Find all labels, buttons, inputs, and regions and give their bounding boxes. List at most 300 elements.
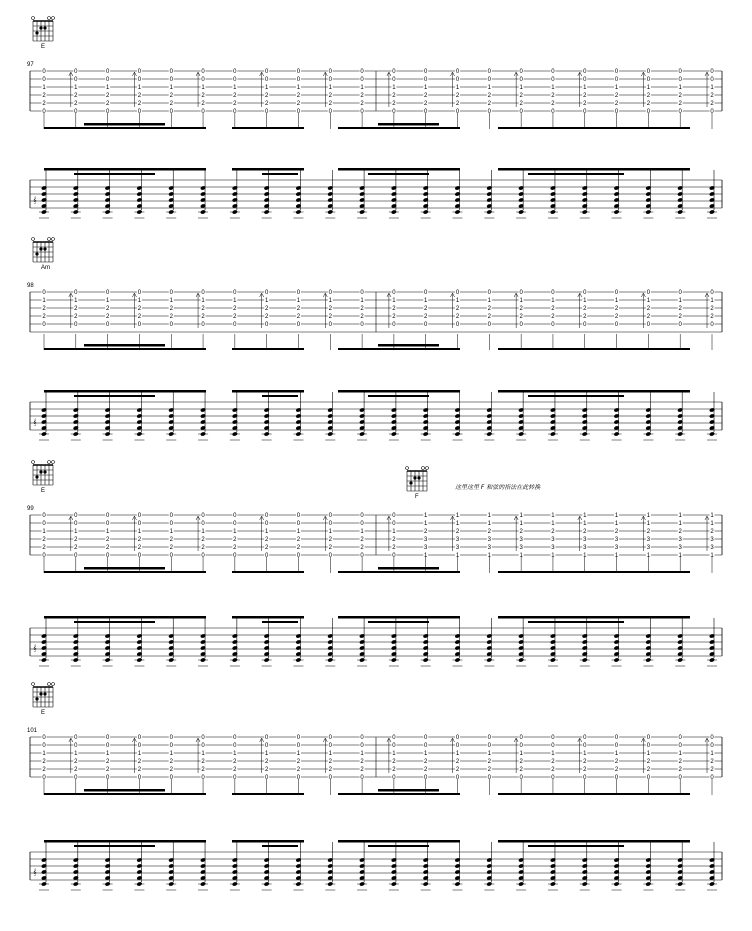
tab-fret-column <box>323 734 333 796</box>
tab-beam <box>498 348 690 350</box>
tab-fret-number: 0 <box>583 109 587 116</box>
tab-fret-number: 0 <box>169 743 173 750</box>
tab-fret-number: 2 <box>137 101 142 108</box>
tab-fret-number: 0 <box>169 521 173 528</box>
tab-fret-number: 2 <box>328 545 332 552</box>
tab-fret-number: 1 <box>328 298 332 305</box>
tab-fret-number: 0 <box>487 735 492 742</box>
tab-fret-number: 0 <box>233 513 237 520</box>
tab-fret-number: 2 <box>424 93 428 100</box>
tab-fret-number: 1 <box>551 298 555 305</box>
tab-fret-column <box>578 734 588 796</box>
tab-fret-column <box>578 512 588 574</box>
tab-fret-number: 0 <box>137 521 142 528</box>
tab-fret-number: 0 <box>74 735 78 742</box>
tab-fret-number: 2 <box>105 314 110 321</box>
tab-fret-number: 0 <box>201 69 205 76</box>
tab-fret-number: 1 <box>105 529 110 536</box>
tab-fret-number: 2 <box>646 767 651 774</box>
tab-fret-number: 2 <box>74 767 78 774</box>
tab-fret-number: 0 <box>233 521 237 528</box>
tab-fret-number: 2 <box>169 545 173 552</box>
tab-fret-number: 3 <box>583 537 587 544</box>
tab-fret-number: 2 <box>487 101 492 108</box>
tab-fret-number: 1 <box>455 521 460 528</box>
tab-fret-number: 2 <box>710 306 714 313</box>
tab-fret-number: 1 <box>583 298 587 305</box>
tab-fret-number: 1 <box>264 529 269 536</box>
tab-fret-column <box>323 289 333 351</box>
tab-fret-number: 0 <box>424 743 428 750</box>
tab-fret-number: 2 <box>392 93 396 100</box>
tab-fret-number: 0 <box>392 521 396 528</box>
tab-fret-column <box>69 289 79 351</box>
tab-beam <box>232 793 304 795</box>
tab-fret-number: 0 <box>74 743 78 750</box>
tab-beam <box>338 571 460 573</box>
tab-fret-number: 2 <box>328 314 332 321</box>
tab-fret-number: 0 <box>42 109 46 116</box>
tab-fret-number: 1 <box>583 513 587 520</box>
tab-fret-number: 0 <box>74 77 78 84</box>
tab-fret-number: 1 <box>233 85 237 92</box>
tab-fret-number: 1 <box>678 298 682 305</box>
tab-fret-number: 2 <box>424 101 428 108</box>
tab-fret-number: 3 <box>646 545 651 552</box>
tab-fret-column <box>296 68 301 130</box>
tab-fret-number: 0 <box>551 735 555 742</box>
tab-fret-number: 2 <box>264 537 269 544</box>
tab-fret-number: 0 <box>328 322 332 329</box>
tab-fret-number: 0 <box>455 290 460 297</box>
tab-fret-number: 0 <box>678 775 682 782</box>
tab-fret-number: 0 <box>105 513 110 520</box>
tab-fret-number: 1 <box>424 85 428 92</box>
tab-fret-number: 2 <box>328 306 332 313</box>
tab-fret-number: 2 <box>328 93 332 100</box>
tab-fret-number: 0 <box>201 77 205 84</box>
tab-fret-number: 2 <box>392 306 396 313</box>
tab-fret-column <box>169 68 174 130</box>
tab-fret-number: 0 <box>42 521 46 528</box>
tab-fret-number: 2 <box>646 529 651 536</box>
tab-fret-number: 0 <box>296 513 301 520</box>
tab-fret-number: 2 <box>201 101 205 108</box>
tab-fret-number: 2 <box>201 767 205 774</box>
tab-beam <box>44 127 206 129</box>
tab-fret-column <box>360 289 365 351</box>
tab-fret-number: 0 <box>137 743 142 750</box>
tab-fret-number: 0 <box>296 109 301 116</box>
tab-fret-number: 1 <box>424 513 428 520</box>
tab-fret-column <box>423 289 428 351</box>
tab-fret-number: 1 <box>710 513 714 520</box>
tab-fret-number: 0 <box>328 109 332 116</box>
tab-fret-number: 0 <box>519 77 523 84</box>
tab-fret-column <box>360 68 365 130</box>
tab-fret-number: 0 <box>264 69 269 76</box>
tab-fret-number: 0 <box>74 521 78 528</box>
tab-fret-number: 3 <box>455 545 460 552</box>
tab-fret-number: 1 <box>392 85 396 92</box>
tab-fret-number: 1 <box>551 521 555 528</box>
tab-fret-number: 0 <box>678 735 682 742</box>
tab-fret-number: 0 <box>455 775 460 782</box>
tab-fret-number: 3 <box>614 545 619 552</box>
tab-fret-number: 3 <box>710 545 714 552</box>
tab-fret-number: 2 <box>551 93 555 100</box>
tab-beam <box>338 348 460 350</box>
tab-fret-number: 3 <box>487 537 492 544</box>
chord-grid <box>30 16 56 46</box>
tab-fret-column <box>550 512 555 574</box>
tab-fret-number: 0 <box>583 775 587 782</box>
tab-fret-number: 0 <box>233 775 237 782</box>
tab-fret-number: 2 <box>296 767 301 774</box>
tab-beam <box>498 571 690 573</box>
treble-clef-icon: 𝄞 <box>33 646 37 652</box>
tab-fret-number: 0 <box>424 775 428 782</box>
tab-fret-column <box>451 734 461 796</box>
tab-fret-number: 1 <box>264 751 269 758</box>
tab-fret-number: 0 <box>42 513 46 520</box>
tab-fret-number: 0 <box>360 77 364 84</box>
notation-staff <box>0 160 752 240</box>
tab-fret-number: 2 <box>646 306 651 313</box>
tab-fret-number: 2 <box>519 529 523 536</box>
tab-fret-number: 1 <box>455 85 460 92</box>
tab-fret-number: 1 <box>614 751 619 758</box>
tab-fret-number: 2 <box>360 93 364 100</box>
tab-fret-number: 0 <box>42 290 46 297</box>
tab-fret-number: 0 <box>137 735 142 742</box>
tab-fret-number: 0 <box>424 735 428 742</box>
tab-fret-number: 2 <box>42 314 46 321</box>
tab-fret-number: 2 <box>614 314 619 321</box>
tab-fret-column <box>169 512 174 574</box>
tab-fret-number: 0 <box>519 322 523 329</box>
tab-fret-number: 3 <box>519 537 523 544</box>
tab-fret-number: 2 <box>678 759 682 766</box>
tab-fret-number: 0 <box>646 775 651 782</box>
tab-fret-number: 2 <box>710 314 714 321</box>
tab-fret-number: 1 <box>678 521 682 528</box>
tab-fret-number: 2 <box>137 537 142 544</box>
tab-fret-number: 2 <box>105 759 110 766</box>
tab-fret-number: 1 <box>678 553 682 560</box>
tab-fret-number: 3 <box>455 537 460 544</box>
tab-fret-number: 2 <box>583 529 587 536</box>
tab-fret-number: 1 <box>710 521 714 528</box>
tab-fret-number: 1 <box>360 298 364 305</box>
tab-fret-column <box>296 289 301 351</box>
tab-fret-number: 2 <box>137 759 142 766</box>
tab-fret-number: 2 <box>455 314 460 321</box>
tab-fret-number: 2 <box>487 767 492 774</box>
tab-fret-column <box>296 512 301 574</box>
tab-fret-number: 0 <box>519 69 523 76</box>
tab-fret-number: 0 <box>201 735 205 742</box>
tab-fret-number: 2 <box>710 93 714 100</box>
tab-fret-number: 2 <box>424 759 428 766</box>
tab-beam <box>44 348 206 350</box>
tab-fret-number: 2 <box>392 101 396 108</box>
tab-fret-number: 0 <box>74 553 78 560</box>
tab-fret-number: 3 <box>678 545 682 552</box>
tab-fret-number: 0 <box>519 775 523 782</box>
tab-fret-number: 0 <box>201 553 205 560</box>
tab-fret-number: 1 <box>455 513 460 520</box>
tab-fret-number: 0 <box>360 109 364 116</box>
tab-fret-number: 1 <box>614 513 619 520</box>
measure-number: 97 <box>27 62 34 68</box>
tab-fret-number: 2 <box>583 314 587 321</box>
tab-fret-number: 2 <box>646 93 651 100</box>
tab-fret-number: 0 <box>201 322 205 329</box>
treble-clef-icon: 𝄞 <box>33 198 37 204</box>
tab-fret-number: 0 <box>614 775 619 782</box>
tab-fret-number: 1 <box>105 298 110 305</box>
tab-fret-number: 2 <box>678 529 682 536</box>
tab-fret-number: 2 <box>42 759 46 766</box>
tab-fret-number: 2 <box>233 306 237 313</box>
tab-fret-number: 0 <box>296 735 301 742</box>
measure-number: 98 <box>27 283 34 289</box>
tab-fret-number: 1 <box>614 521 619 528</box>
tab-fret-number: 0 <box>42 322 46 329</box>
tab-fret-number: 0 <box>424 77 428 84</box>
tab-fret-number: 0 <box>614 290 619 297</box>
tab-fret-column <box>69 512 79 574</box>
tab-fret-column <box>614 512 619 574</box>
tab-fret-number: 2 <box>583 759 587 766</box>
tab-fret-number: 1 <box>328 529 332 536</box>
tab-fret-column <box>196 289 206 351</box>
tab-fret-number: 0 <box>360 743 364 750</box>
tab-fret-number: 1 <box>646 85 651 92</box>
tab-fret-number: 0 <box>169 290 173 297</box>
tab-fret-number: 2 <box>233 314 237 321</box>
tab-fret-number: 2 <box>614 93 619 100</box>
tab-fret-column <box>105 68 110 130</box>
tab-fret-number: 0 <box>264 322 269 329</box>
tab-beam <box>232 348 304 350</box>
tab-fret-number: 2 <box>42 537 46 544</box>
tab-fret-number: 0 <box>646 109 651 116</box>
tab-fret-column <box>487 734 492 796</box>
tab-fret-number: 2 <box>105 101 110 108</box>
tab-fret-number: 0 <box>328 69 332 76</box>
tab-fret-number: 0 <box>392 69 396 76</box>
tab-fret-column <box>550 734 555 796</box>
tab-fret-number: 1 <box>201 751 205 758</box>
tab-fret-number: 1 <box>42 85 46 92</box>
tab-fret-column <box>387 512 397 574</box>
tab-fret-number: 2 <box>551 529 555 536</box>
tab-fret-number: 0 <box>201 513 205 520</box>
tab-fret-number: 1 <box>201 85 205 92</box>
tab-fret-number: 0 <box>710 775 714 782</box>
tab-fret-number: 1 <box>614 553 619 560</box>
tab-fret-column <box>423 734 428 796</box>
tab-fret-number: 2 <box>424 314 428 321</box>
tab-fret-number: 1 <box>710 553 714 560</box>
tab-fret-number: 0 <box>360 290 364 297</box>
tab-fret-number: 0 <box>42 69 46 76</box>
tab-fret-number: 2 <box>201 545 205 552</box>
tab-fret-number: 3 <box>583 545 587 552</box>
tab-fret-column <box>196 512 206 574</box>
chord-name: F <box>415 494 419 500</box>
tab-fret-number: 2 <box>296 306 301 313</box>
tab-fret-number: 2 <box>360 767 364 774</box>
tab-fret-number: 2 <box>264 759 269 766</box>
tab-fret-number: 0 <box>233 290 237 297</box>
tab-fret-number: 0 <box>487 290 492 297</box>
tab-fret-column <box>641 512 651 574</box>
tab-fret-number: 1 <box>296 529 301 536</box>
tab-fret-number: 1 <box>710 751 714 758</box>
tab-fret-number: 2 <box>487 759 492 766</box>
tab-fret-number: 1 <box>392 529 396 536</box>
tab-fret-number: 2 <box>328 767 332 774</box>
tab-fret-column <box>678 734 683 796</box>
tab-fret-number: 2 <box>201 314 205 321</box>
tab-fret-column <box>296 734 301 796</box>
tab-fret-number: 2 <box>392 545 396 552</box>
tab-fret-number: 1 <box>169 298 173 305</box>
tab-fret-number: 1 <box>137 85 142 92</box>
tab-fret-number: 0 <box>105 521 110 528</box>
tab-fret-number: 2 <box>233 93 237 100</box>
tab-fret-number: 0 <box>487 69 492 76</box>
tab-fret-number: 0 <box>487 322 492 329</box>
tab-fret-number: 0 <box>201 775 205 782</box>
tab-beam <box>232 571 304 573</box>
tab-fret-column <box>614 68 619 130</box>
tab-fret-number: 1 <box>551 513 555 520</box>
tab-fret-number: 1 <box>551 85 555 92</box>
tab-fret-number: 3 <box>424 537 428 544</box>
tab-fret-number: 0 <box>360 513 364 520</box>
tab-fret-number: 3 <box>519 545 523 552</box>
tab-fret-number: 1 <box>233 529 237 536</box>
tab-fret-number: 0 <box>42 77 46 84</box>
tab-fret-number: 0 <box>710 69 714 76</box>
tab-fret-number: 1 <box>42 529 46 536</box>
tab-fret-number: 0 <box>614 77 619 84</box>
tab-fret-number: 1 <box>455 751 460 758</box>
tab-fret-number: 2 <box>678 93 682 100</box>
tab-fret-number: 1 <box>360 751 364 758</box>
tab-fret-number: 1 <box>424 751 428 758</box>
tab-fret-number: 1 <box>264 298 269 305</box>
chord-diagram-am <box>30 237 56 272</box>
tab-fret-number: 0 <box>360 775 364 782</box>
tab-fret-number: 2 <box>105 545 110 552</box>
tab-fret-number: 1 <box>137 529 142 536</box>
tab-fret-column <box>132 68 142 130</box>
tab-fret-number: 2 <box>201 93 205 100</box>
tab-fret-number: 2 <box>264 767 269 774</box>
tab-fret-number: 2 <box>296 537 301 544</box>
tab-fret-column <box>360 734 365 796</box>
tab-fret-column <box>641 289 651 351</box>
chord-diagram-e <box>30 682 56 717</box>
tab-fret-number: 2 <box>74 759 78 766</box>
tab-fret-number: 2 <box>169 101 173 108</box>
tab-fret-number: 0 <box>137 77 142 84</box>
tab-fret-number: 2 <box>137 314 142 321</box>
tab-fret-number: 1 <box>519 513 523 520</box>
tab-fret-number: 2 <box>233 101 237 108</box>
chord-grid <box>30 460 56 490</box>
tab-fret-number: 2 <box>233 537 237 544</box>
tab-fret-number: 1 <box>678 85 682 92</box>
tab-fret-number: 0 <box>201 743 205 750</box>
tab-fret-number: 2 <box>137 93 142 100</box>
tab-fret-number: 2 <box>519 93 523 100</box>
tab-fret-number: 0 <box>42 735 46 742</box>
tab-fret-number: 1 <box>74 298 78 305</box>
tab-fret-number: 0 <box>455 109 460 116</box>
tab-fret-number: 0 <box>360 69 364 76</box>
tab-fret-number: 0 <box>710 77 714 84</box>
tab-fret-number: 0 <box>678 77 682 84</box>
tab-fret-number: 1 <box>424 298 428 305</box>
tab-fret-number: 0 <box>424 109 428 116</box>
tab-fret-column <box>487 68 492 130</box>
tab-fret-number: 0 <box>487 775 492 782</box>
tab-fret-column <box>232 289 237 351</box>
tab-fret-number: 1 <box>105 85 110 92</box>
tab-fret-number: 2 <box>551 306 555 313</box>
tab-fret-number: 0 <box>105 553 110 560</box>
tab-fret-number: 0 <box>74 69 78 76</box>
tab-fret-column <box>132 289 142 351</box>
tab-fret-number: 1 <box>169 751 173 758</box>
tab-fret-column <box>387 734 397 796</box>
tab-fret-number: 0 <box>233 109 237 116</box>
tab-fret-number: 0 <box>710 735 714 742</box>
tab-fret-number: 0 <box>551 322 555 329</box>
tab-fret-number: 0 <box>296 69 301 76</box>
tab-fret-column <box>705 68 715 130</box>
tab-fret-number: 1 <box>487 298 492 305</box>
tab-fret-number: 0 <box>551 743 555 750</box>
tab-fret-number: 2 <box>360 314 364 321</box>
tab-fret-number: 2 <box>455 93 460 100</box>
tab-fret-number: 0 <box>646 735 651 742</box>
tab-fret-column <box>487 512 492 574</box>
tab-fret-number: 1 <box>455 298 460 305</box>
tab-beam <box>44 571 206 573</box>
tab-fret-number: 2 <box>296 93 301 100</box>
chord-name: E <box>41 488 46 494</box>
tab-fret-number: 1 <box>296 85 301 92</box>
tab-fret-column <box>105 734 110 796</box>
fingering-annotation: 这里这里 F 和弦的指法在此转换 <box>455 484 541 491</box>
tab-fret-number: 0 <box>296 743 301 750</box>
tab-fret-number: 0 <box>233 69 237 76</box>
tab-fret-number: 0 <box>646 743 651 750</box>
tab-fret-number: 2 <box>74 314 78 321</box>
tab-fret-number: 2 <box>519 767 523 774</box>
tab-fret-column <box>641 734 651 796</box>
tab-fret-number: 2 <box>678 767 682 774</box>
treble-clef-icon: 𝄞 <box>33 420 37 426</box>
tab-fret-number: 1 <box>487 553 492 560</box>
